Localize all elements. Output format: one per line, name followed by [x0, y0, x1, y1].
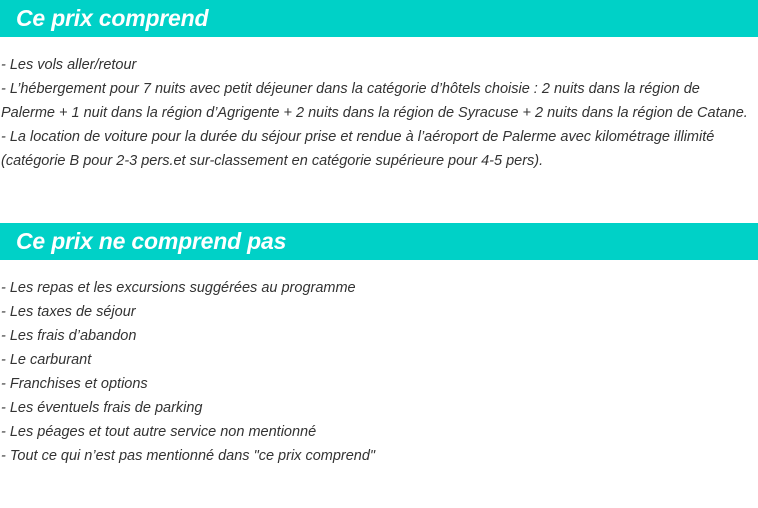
not-included-list — [1, 276, 757, 468]
list-item: - Les frais d’abandon — [1, 328, 137, 344]
included-section-header — [0, 0, 758, 37]
not-included-section-title: Ce prix ne comprend pas — [16, 228, 287, 254]
list-item: - La location de voiture pour la durée du séjour prise et rendue à l’aéroport de Palerme avec kilométrage illimité (catégorie B pour 2-3 pers.et sur-classement en catégorie supérieure pour 4-5 pers). — [1, 129, 715, 169]
list-item: - Les vols aller/retour — [1, 57, 137, 73]
list-item: - Les repas et les excursions suggérées au programme — [1, 280, 356, 296]
list-item: - Tout ce qui n’est pas mentionné dans "ce prix comprend" — [1, 448, 376, 464]
not-included-section-header — [0, 223, 758, 260]
list-item: - Les taxes de séjour — [1, 304, 136, 320]
list-item: - Les éventuels frais de parking — [1, 400, 203, 416]
included-section-title: Ce prix comprend — [16, 5, 209, 31]
list-item: - Franchises et options — [1, 376, 148, 392]
list-item: - Les péages et tout autre service non mentionné — [1, 424, 317, 440]
list-item: - L’hébergement pour 7 nuits avec petit déjeuner dans la catégorie d’hôtels choisie : 2 nuits dans la région de Palerme + 1 nuit dans la région d’Agrigente + 2 nuits dans la région de Syracuse + 2 nuits dans la région de Catane. — [1, 81, 748, 121]
included-list — [1, 53, 757, 173]
list-item: - Le carburant — [1, 352, 92, 368]
